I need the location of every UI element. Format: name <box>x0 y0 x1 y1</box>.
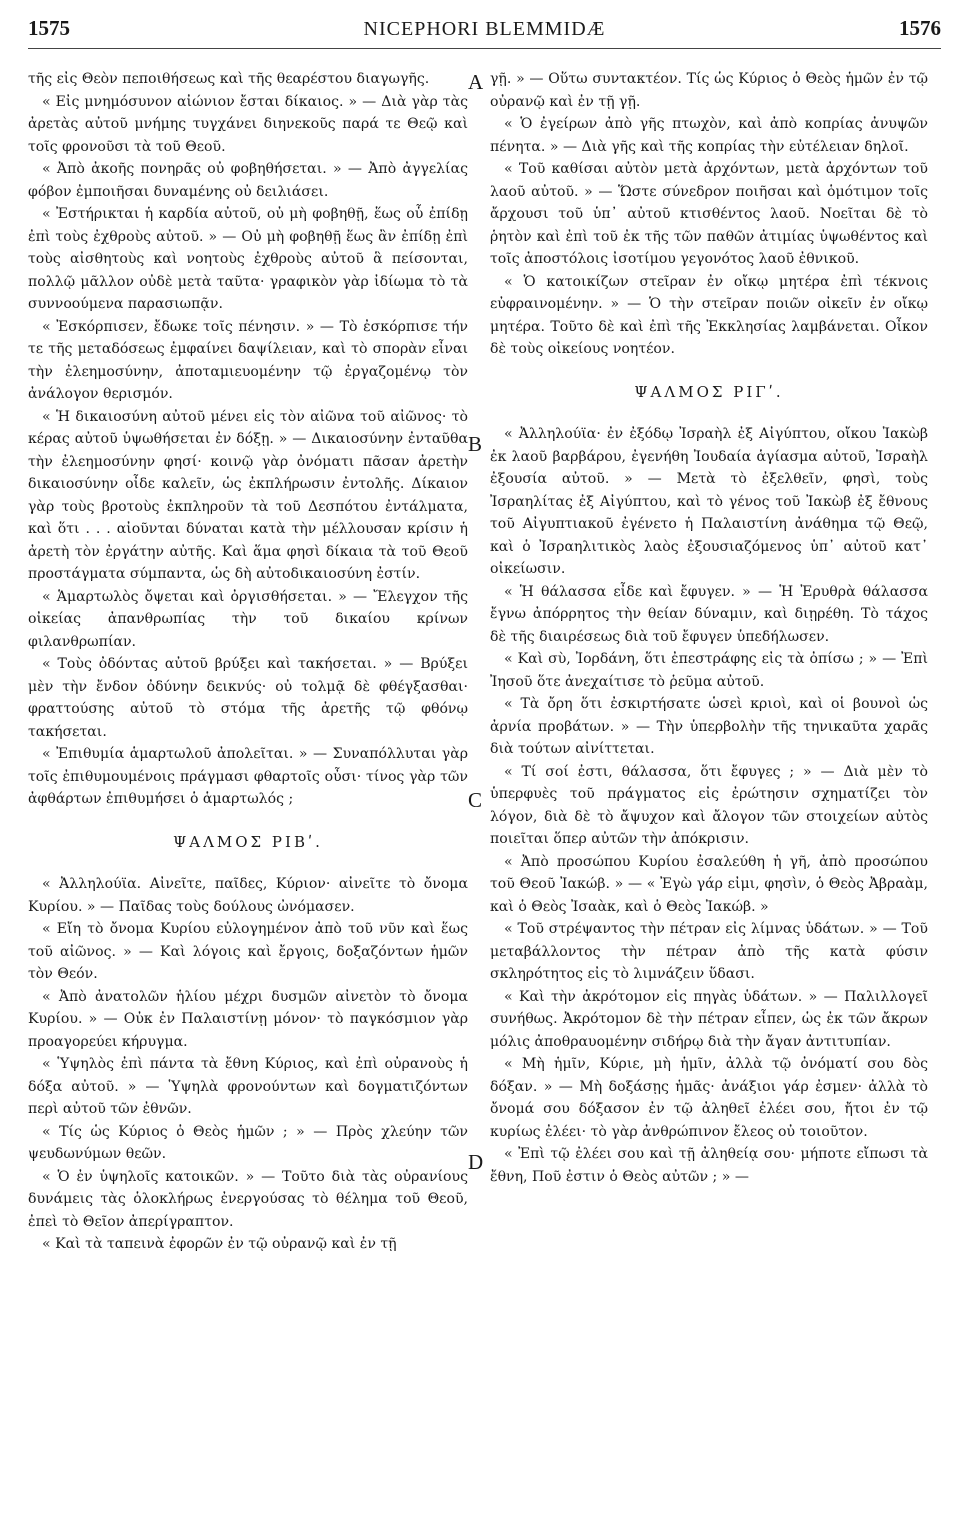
page-header <box>28 12 941 49</box>
paragraph: « Ἐπὶ τῷ ἐλέει σου καὶ τῇ ἀληθείᾳ σου· μήποτε εἴπωσι τὰ ἔθνη, Ποῦ ἐστιν ὁ Θεὸς αὐτῶν ; » — <box>490 1146 928 1185</box>
paragraph: « Ἀπὸ ἀκοῆς πονηρᾶς οὐ φοβηθήσεται. » — Ἀπὸ ἀγγελίας φόβον ἐμποιῆσαι δυναμένης οὐ δειλιάσει. <box>28 161 468 200</box>
paragraph: τῆς εἰς Θεὸν πεποιθήσεως καὶ τῆς θεαρέστου διαγωγῆς. <box>28 71 430 87</box>
paragraph: « Τοῦ καθίσαι αὐτὸν μετὰ ἀρχόντων, μετὰ ἀρχόντων τοῦ λαοῦ αὐτοῦ. » — Ὥστε σύνεδρον ποιῆσαι καὶ ὁμότιμον τοῖς ἄρχουσι τοῦ ὑπ᾽ αὐτοῦ κτισθέντος λαοῦ. Νοεῖται δὲ τὸ ῥητὸν καὶ ἐπὶ τοῦ ἐκ τῆς τῶν παθῶν ἀτιμίας ὑψωθέντος καὶ τοῖς ἀποστόλοις ἰσοτίμου γεγονότος λαοῦ ἐθνικοῦ. <box>490 161 928 267</box>
paragraph: « Ὁ ἐγείρων ἀπὸ γῆς πτωχὸν, καὶ ἀπὸ κοπρίας ἀνυψῶν πένητα. » — Διὰ γῆς καὶ τῆς κοπρίας τὴν εὐτέλειαν δηλοῖ. <box>490 116 928 155</box>
paragraph: « Ἡ δικαιοσύνη αὐτοῦ μένει εἰς τὸν αἰῶνα τοῦ αἰῶνος· τὸ κέρας αὐτοῦ ὑψωθήσεται ἐν δόξῃ. » — Δικαιοσύνην ἐνταῦθα τὴν ἐλεημοσύνην φησί· κοινῷ γὰρ ὀνόματι πᾶσαν ἀρετὴν δικαιοσύνην οἶδε καλεῖν, ὡς ἐκπλήρωσιν ἐντολῆς. Δίκαιον γὰρ τοὺς βροτοὺς ἐκπληροῦν τὰ τοῦ Δεσπότου ἐντάλματα, καὶ ὅτι . . . αἰοῦνται δύναται κατὰ τὴν μέλλουσαν κρίσιν ἡ ἀρετὴ τὸν ἐργάτην αὐτῆς. Καὶ ἅμα φησὶ δίκαια τὰ τοῦ Θεοῦ προστάγματα σύμπαντα, ὡς δὴ αὐτοδικαιοσύνη ἐστίν. <box>28 408 468 582</box>
paragraph: « Τί σοί ἐστι, θάλασσα, ὅτι ἔφυγες ; » — Διὰ μὲν τὸ ὑπερφυὲς τοῦ πράγματος εἰς ἐρώτησιν σχηματίζει τὸν λόγον, διὰ δὲ τὸ ἄψυχον καὶ ἄλογον τῶν στοιχείων αὐτὸς ποιεῖται ὅπερ αὐτῶν τὴν ἀπόκρισιν. <box>490 763 928 847</box>
paragraph: « Εἴη τὸ ὄνομα Κυρίου εὐλογημένον ἀπὸ τοῦ νῦν καὶ ἕως τοῦ αἰῶνος. » — Καὶ λόγοις καὶ ἔργοις, δοξαζόντων ἡμῶν τὸν Θεόν. <box>28 921 468 982</box>
paragraph: « Ἐσκόρπισεν, ἔδωκε τοῖς πένησιν. » — Τὸ ἐσκόρπισε τήν τε τῆς μεταδόσεως ἐμφαίνει δαψίλειαν, καὶ τὸ σπορὰν εἶναι τὴν ἐλεημοσύνην, ἀποταμιευομένην τῷ ἐργαζομένῳ τὸν ἀνάλογον θερισμόν. <box>28 318 468 402</box>
paragraph: « Τοὺς ὀδόντας αὐτοῦ βρύξει καὶ τακήσεται. » — Βρύξει μὲν τὴν ἔνδον ὀδύνην δεικνύς· οὐ τολμᾷ δὲ φθέγξασθαι· φραττούσης αὐτοῦ τὸ στόμα τῆς ἀρετῆς τῷ φθόνῳ τακήσεται. <box>28 656 468 740</box>
right-page-number: 1576 <box>899 16 941 40</box>
margin-marker-d: D <box>468 1150 484 1174</box>
paragraph: « Ἀπὸ ἀνατολῶν ἡλίου μέχρι δυσμῶν αἰνετὸν τὸ ὄνομα Κυρίου. » — Οὐκ ἐν Παλαιστίνῃ μόνον· τὸ παγκόσμιον γὰρ προαγορεύει κήρυγμα. <box>28 988 468 1050</box>
margin-marker-a: A <box>468 70 484 94</box>
paragraph: « Ὑψηλὸς ἐπὶ πάντα τὰ ἔθνη Κύριος, καὶ ἐπὶ οὐρανοὺς ἡ δόξα αὐτοῦ. » — Ὑψηλὰ φρονούντων καὶ δογματιζόντων περὶ αὐτοῦ τῶν ἐθνῶν. <box>28 1056 468 1117</box>
psalm-heading: ΨΑΛΜΟΣ ΡΙΓʹ. <box>634 382 784 401</box>
paragraph: « Εἰς μνημόσυνον αἰώνιον ἔσται δίκαιος. » — Διὰ γὰρ τὰς ἀρετὰς αὐτοῦ μνήμης τυγχάνει διηνεκοῦς παρά τε Θεῷ καὶ τοῖς φρονοῦσι τὰ τοῦ Θεοῦ. <box>28 93 468 155</box>
paragraph: « Ἐστήρικται ἡ καρδία αὐτοῦ, οὐ μὴ φοβηθῇ, ἕως οὗ ἐπίδῃ ἐπὶ τοὺς ἐχθροὺς αὐτοῦ. » — Οὐ μὴ φοβηθῇ ἕως ἂν ἐπίδῃ ἐπὶ τοὺς αἰσθητοὺς καὶ νοητοὺς ἐχθροὺς αὐτοῦ ἃ πείσονται, πολλῷ μᾶλλον οὐδὲ μετὰ ταῦτα· γραφικὸν γὰρ ἰδίωμα τὸ τὰ συννοούμενα παρασιωπᾷν. <box>28 206 468 312</box>
paragraph: « Καὶ σὺ, Ἰορδάνη, ὅτι ἐπεστράφης εἰς τὰ ὀπίσω ; » — Ἐπὶ Ἰησοῦ ὅτε ἀνεχαίτισε τὸ ῥεῦμα αὐτοῦ. <box>490 651 928 690</box>
running-title: NICEPHORI BLEMMIDÆ <box>363 18 606 40</box>
margin-marker-b: B <box>468 432 483 456</box>
paragraph: « Ἀλληλούϊα· ἐν ἐξόδῳ Ἰσραὴλ ἐξ Αἰγύπτου, οἴκου Ἰακὼβ ἐκ λαοῦ βαρβάρου, ἐγενήθη Ἰουδαία ἁγίασμα αὐτοῦ, Ἰσραὴλ ἐξουσία αὐτοῦ. » — Μετὰ τὸ ἐξελθεῖν, φησὶ, τοὺς Ἰσραηλίτας ἐξ Αἰγύπτου, καὶ τὸ γένος τοῦ Ἰακὼβ ἐξ ἔθνους τοῦ Αἰγυπτιακοῦ ἐγένετο ἡ Παλαιστίνη ἀνάθημα τῷ Θεῷ, καὶ ὁ Ἰσραηλιτικὸς λαὸς ἐξουσιαζόμενος ὑπ᾽ αὐτοῦ κατ᾽ οἰκείωσιν. <box>490 426 928 577</box>
paragraph: « Ἡ θάλασσα εἶδε καὶ ἔφυγεν. » — Ἡ Ἐρυθρὰ θάλασσα ἔγνω ἀπόρρητος τὴν θείαν δύναμιν, καὶ διῃρέθη. Τὸ τάχος δὲ τῆς διαιρέσεως διὰ τοῦ ἔφυγεν ὑπεδήλωσεν. <box>490 583 928 645</box>
margin-marker-c: C <box>468 788 483 812</box>
paragraph: γῇ. » — Οὕτω συντακτέον. Τίς ὡς Κύριος ὁ Θεὸς ἡμῶν ἐν τῷ οὐρανῷ καὶ ἐν τῇ γῇ. <box>490 71 928 110</box>
paragraph: « Μὴ ἡμῖν, Κύριε, μὴ ἡμῖν, ἀλλὰ τῷ ὀνόματί σου δὸς δόξαν. » — Μὴ δοξάσῃς ἡμᾶς· ἀνάξιοι γάρ ἐσμεν· ἀλλὰ τὸ ὄνομά σου δόξασον ἐν τῷ ἀληθεῖ ἐλέει σου, ἤτοι ἐν τῷ κυρίως ἐλέει· τὸ γὰρ ἀνθρώπινον ἔλεος οὐ τοιοῦτον. <box>490 1056 928 1140</box>
paragraph: « Ἀλληλούϊα. Αἰνεῖτε, παῖδες, Κύριον· αἰνεῖτε τὸ ὄνομα Κυρίου. » — Παῖδας τοὺς δούλους ὠνόμασεν. <box>28 876 468 915</box>
left-page-number: 1575 <box>28 16 70 40</box>
paragraph: « Καὶ τὴν ἀκρότομον εἰς πηγὰς ὑδάτων. » — Παλιλλογεῖ συνήθως. Ἀκρότομον δὲ τὴν πέτραν εἶπεν, ὡς ἐκ τῶν ἄκρων μόλις ἀποθραυομένην σιδήρῳ διὰ τὴν ἄγαν ἀντιτυπίαν. <box>490 988 928 1050</box>
right-column <box>490 68 928 1188</box>
paragraph: « Ὁ ἐν ὑψηλοῖς κατοικῶν. » — Τοῦτο διὰ τὰς οὐρανίους δυνάμεις τὰς ὁλοκλήρως ἐνεργούσας τὸ θέλημα τοῦ Θεοῦ, ἐπεὶ τὸ Θεῖον ἀπερίγραπτον. <box>28 1168 468 1230</box>
paragraph: « Τοῦ στρέψαντος τὴν πέτραν εἰς λίμνας ὑδάτων. » — Τοῦ μεταβάλλοντος τὴν πέτραν ἀπὸ τῆς κατὰ φύσιν σκληρότητος εἰς τὸ λιμνάζειν ὕδασι. <box>490 921 928 982</box>
paragraph: « Ἐπιθυμία ἁμαρτωλοῦ ἀπολεῖται. » — Συναπόλλυται γὰρ τοῖς ἐπιθυμουμένοις πράγμασι φθαρτοῖς οὖσι· τίνος γὰρ τῶν ἀφθάρτων ἐπιθυμήσει ὁ ἁμαρτωλός ; <box>28 746 468 807</box>
paragraph: « Ὁ κατοικίζων στεῖραν ἐν οἴκῳ μητέρα ἐπὶ τέκνοις εὐφραινομένην. » — Ὁ τὴν στεῖραν ποιῶν οἰκεῖν ἐν οἴκῳ μητέρα. Τοῦτο δὲ καὶ ἐπὶ τῆς Ἐκκλησίας λαμβάνεται. Οἶκον δὲ τοὺς οἰκείους νοητέον. <box>490 273 928 357</box>
paragraph: « Καὶ τὰ ταπεινὰ ἐφορῶν ἐν τῷ οὐρανῷ καὶ ἐν τῇ <box>42 1236 397 1252</box>
paragraph: « Ἀπὸ προσώπου Κυρίου ἐσαλεύθη ἡ γῆ, ἀπὸ προσώπου τοῦ Θεοῦ Ἰακώβ. » — « Ἐγὼ γάρ εἰμι, φησὶν, ὁ Θεὸς Ἀβραὰμ, καὶ ὁ Θεὸς Ἰσαὰκ, καὶ ὁ Θεὸς Ἰακώβ. » <box>490 853 928 915</box>
psalm-heading: ΨΑΛΜΟΣ ΡΙΒʹ. <box>173 832 323 851</box>
paragraph: « Τὰ ὄρη ὅτι ἐσκιρτήσατε ὡσεὶ κριοὶ, καὶ οἱ βουνοὶ ὡς ἀρνία προβάτων. » — Τὴν ὑπερβολὴν τῆς τηνικαῦτα χαρᾶς διὰ τούτων αἰνίττεται. <box>490 696 928 757</box>
paragraph: « Ἁμαρτωλὸς ὄψεται καὶ ὀργισθήσεται. » — Ἔλεγχον τῆς οἰκείας ἀπανθρωπίας τὴν τοῦ δικαίου κρίνων φιλανθρωπίαν. <box>28 588 468 650</box>
left-column <box>28 68 468 1256</box>
paragraph: « Τίς ὡς Κύριος ὁ Θεὸς ἡμῶν ; » — Πρὸς χλεύην τῶν ψευδωνύμων θεῶν. <box>28 1123 468 1162</box>
